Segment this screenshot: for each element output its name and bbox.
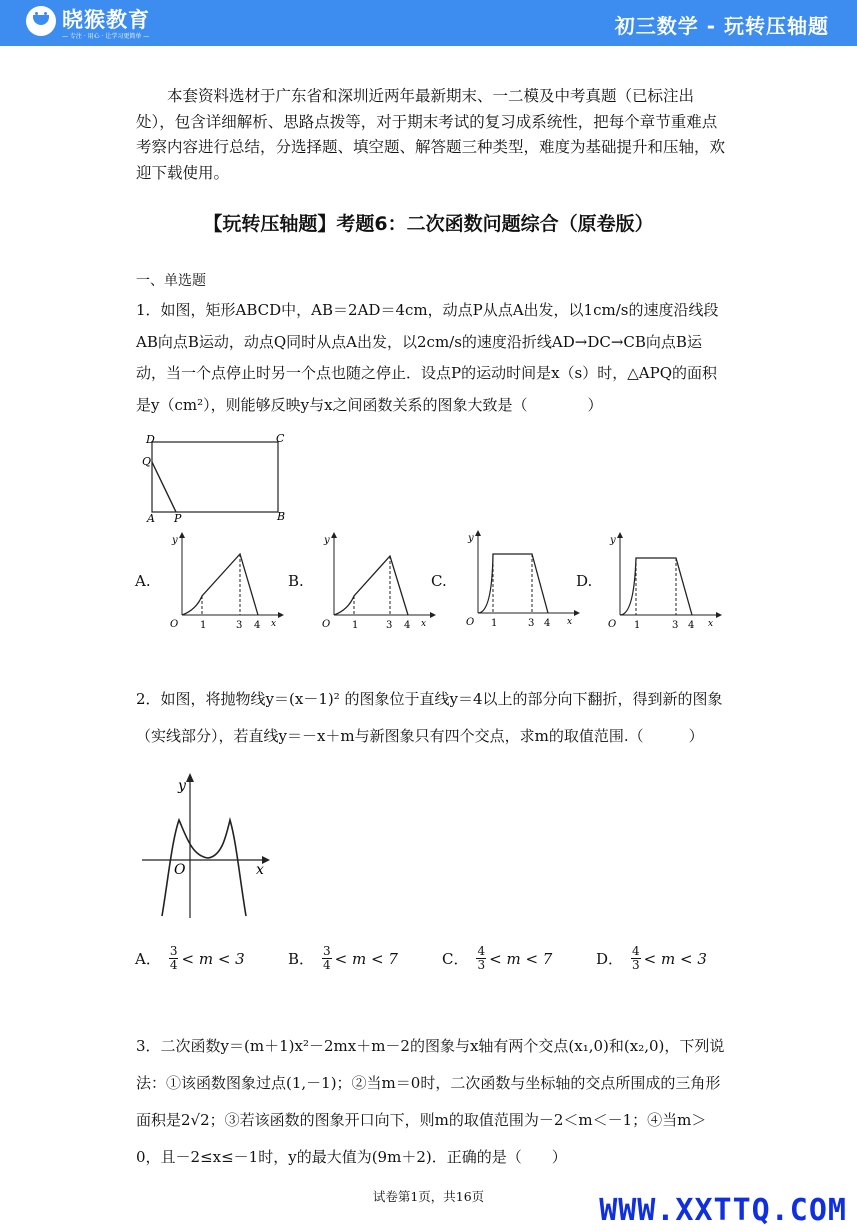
q2-option-d-label: D．: [596, 950, 624, 968]
header-bar: [0, 0, 857, 46]
axis-y-label: y: [610, 535, 616, 546]
q1-option-b[interactable]: B.: [288, 572, 304, 590]
tick-3: 3: [528, 618, 535, 629]
site-watermark[interactable]: WWW.XXTTQ.COM: [599, 1193, 847, 1228]
denominator: 4: [323, 958, 331, 972]
rectangle-figure: [134, 428, 294, 524]
label-q: Q: [142, 455, 152, 468]
q2-option-a-label: A．: [135, 950, 161, 968]
q1-option-c[interactable]: C.: [431, 572, 447, 590]
graph-option-c: [456, 528, 580, 632]
denominator: 3: [632, 958, 640, 972]
label-p: P: [174, 512, 182, 524]
q1-option-a[interactable]: A.: [135, 572, 151, 590]
q2-option-a[interactable]: [135, 945, 245, 972]
fraction: [322, 945, 332, 972]
tick-4: 4: [404, 620, 411, 631]
q1-option-d[interactable]: D.: [576, 572, 593, 590]
q2-option-a-range: < m < 3: [181, 949, 245, 968]
axis-y-label: y: [172, 535, 178, 546]
origin-label: O: [466, 617, 475, 628]
tick-4: 4: [544, 618, 551, 629]
axis-y-label: y: [324, 535, 330, 546]
origin-label: O: [170, 619, 179, 630]
document-title: 【玩转压轴题】考题6：二次函数问题综合（原卷版）: [203, 213, 654, 235]
fraction: [169, 945, 179, 972]
brand-logo[interactable]: [26, 4, 176, 42]
q2-option-b-label: B．: [288, 950, 315, 968]
label-c: C: [276, 432, 285, 445]
tick-3: 3: [672, 620, 679, 631]
tick-4: 4: [254, 620, 261, 631]
brand-name: 晓猴教育: [62, 8, 150, 32]
origin-label: O: [608, 619, 617, 630]
axis-x-label: x: [708, 619, 714, 629]
question-1-text: 1．如图，矩形ABCD中，AB＝2AD＝4cm，动点P从点A出发，以1cm/s的速度沿线段AB向点B运动，动点Q同时从点A出发，以2cm/s的速度沿折线AD→DC→CB向点B运动，当一个点停止时另一个点也随之停止．设点P的运动时间是x（s）时，△APQ的面积是y（cm²），则能够反映y与x之间函数关系的图象大致是（ ）: [136, 301, 719, 414]
fraction: [476, 945, 486, 972]
numerator: 4: [632, 944, 640, 958]
graph-option-d: [598, 530, 722, 634]
q2-option-c-range: < m < 7: [489, 949, 553, 968]
tick-1: 1: [634, 620, 641, 631]
question-3-text: 3．二次函数y＝(m＋1)x²－2mx＋m－2的图象与x轴有两个交点(x₁,0)和(x₂,0)，下列说法：①该函数图象过点(1,－1)；②当m＝0时，二次函数与坐标轴的交点所围成的三角形面积是2√2；③若该函数的图象开口向下，则m的取值范围为－2＜m＜－1；④当m＞0，且－2≤x≤－1时，y的最大值为(9m＋2)．正确的是（ ）: [136, 1037, 725, 1166]
graph-option-b: [312, 530, 436, 634]
axis-x-label: x: [256, 862, 264, 878]
denominator: 3: [477, 958, 486, 972]
origin-label: O: [174, 862, 186, 878]
q2-option-d-range: < m < 3: [643, 949, 707, 968]
q2-option-b[interactable]: [288, 945, 398, 972]
axis-x-label: x: [271, 619, 277, 629]
axis-x-label: x: [421, 619, 427, 629]
q2-option-b-range: < m < 7: [334, 949, 398, 968]
tick-1: 1: [491, 618, 498, 629]
header-title: 初三数学 - 玩转压轴题: [614, 14, 829, 38]
tick-1: 1: [200, 620, 207, 631]
axis-x-label: x: [567, 617, 573, 627]
axis-y-label: y: [468, 533, 474, 544]
fraction: [631, 945, 641, 972]
brand-slogan: — 专注 · 用心 · 让学习更简单 —: [62, 33, 150, 40]
q2-option-d[interactable]: [596, 945, 707, 972]
graph-option-a: [160, 530, 284, 634]
numerator: 3: [323, 944, 331, 958]
numerator: 4: [477, 944, 486, 958]
origin-label: O: [322, 619, 331, 630]
tick-3: 3: [386, 620, 393, 631]
label-b: B: [277, 510, 286, 523]
q2-option-c-label: C．: [442, 950, 469, 968]
label-d: D: [146, 433, 155, 446]
flipped-parabola-figure: [138, 770, 273, 920]
intro-paragraph: 本套资料选材于广东省和深圳近两年最新期末、一二模及中考真题（已标注出处），包含详细解析、思路点拨等，对于期末考试的复习成系统性，把每个章节重难点考察内容进行总结，分选择题、填空题、解答题三种类型，难度为基础提升和压轴，欢迎下载使用。: [136, 87, 726, 182]
denominator: 4: [169, 958, 178, 972]
axis-y-label: y: [178, 778, 186, 794]
question-2-text: 2．如图，将抛物线y＝(x－1)² 的图象位于直线y＝4以上的部分向下翻折，得到新的图象（实线部分），若直线y＝－x＋m与新图象只有四个交点，求m的取值范围.（ ）: [136, 690, 723, 745]
monkey-logo-icon: [26, 6, 56, 36]
section-heading: 一、单选题: [136, 273, 206, 289]
page-footer: 试卷第1页，共16页: [372, 1189, 485, 1204]
numerator: 3: [169, 944, 178, 958]
tick-4: 4: [688, 620, 695, 631]
q2-option-c[interactable]: [442, 945, 552, 972]
label-a: A: [147, 512, 155, 524]
tick-3: 3: [236, 620, 243, 631]
tick-1: 1: [352, 620, 359, 631]
